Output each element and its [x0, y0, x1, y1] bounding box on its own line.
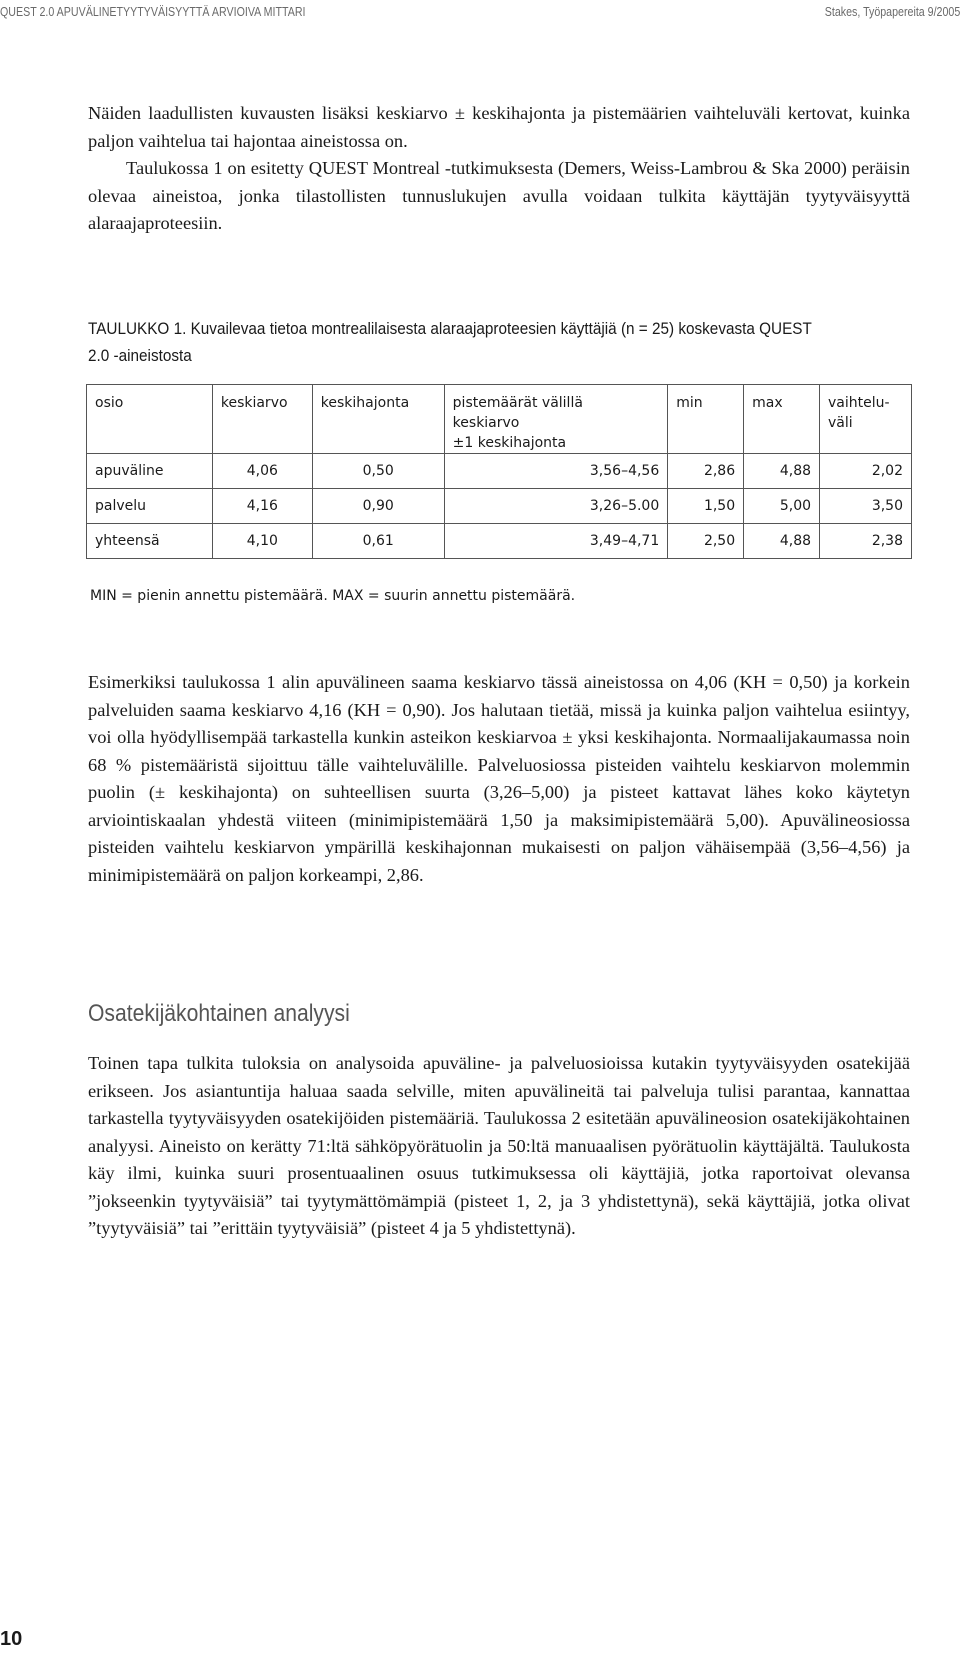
example-paragraph: Esimerkiksi taulukossa 1 alin apuvälineen saama keskiarvo tässä aineistossa on 4,06 (KH = 0,50) ja korkein palveluiden saama keskiarvo 4,16 (KH = 0,90). Jos halutaan tietää, missä ja kuinka paljon vaihtelua esiintyy, voi olla hyödyllisempää tarkastella kunkin asteikon keskiarvoa ± yksi keskihajonta. Normaalijakaumassa noin 68 % pistemääristä sijoittuu tälle vaihteluvälille. Palveluosiossa pisteiden vaihtelu keskiarvon molemmin puolin (± keskihajonta) on suhteellisen suurta (3,26–5,00) ja pisteet kattavat lähes koko käytetyn arviointiskaalan yhdestä viiteen (minimipistemäärä 1,50 ja maksimipistemäärä 5,00). Apuvälineosiossa pisteiden vaihtelu keskiarvon ympärillä keskihajonnan mukaisesti on paljon vähäisempää (3,56–4,56) ja minimipistemäärä on paljon korkeampi, 2,86.	[88, 672, 910, 885]
cell-osio: palvelu	[87, 489, 213, 524]
cell-vaihteluvali: 2,02	[820, 454, 912, 489]
analysis-paragraph: Toinen tapa tulkita tuloksia on analysoida apuväline- ja palveluosioissa kutakin tyytyväisyyden osatekijää erikseen. Jos asiantuntija haluaa saada selville, miten apuvälineitä tai palveluja tulisi parantaa, kannattaa tarkastella tyytyväisyyden osatekijöiden pistemääriä. Taulukossa 2 esitetään apuvälineosion osatekijäkohtainen analyysi. Aineisto on kerätty 71:ltä sähköpyörätuolin ja 50:ltä manuaalisen pyörätuolin käyttäjältä. Taulukosta käy ilmi, kuinka suuri prosentuaalinen osuus tutkimuksessa oli käyttäjiä, jotka raportoivat olevansa ”jokseenkin tyytyväisiä” tai tyytymättömämpiä (pisteet 1, 2, ja 3 yhdistettynä), sekä käyttäjiä, jotka olivat ”tyytyväisiä” tai ”erittäin tyytyväisiä” (pisteet 4 ja 5 yhdistettynä).	[88, 1053, 910, 1238]
header-max: max	[744, 385, 820, 454]
intro-paragraph	[88, 100, 910, 238]
cell-keskihajonta: 0,90	[312, 489, 444, 524]
header-keskiarvo: keskiarvo	[212, 385, 312, 454]
cell-min: 2,50	[668, 524, 744, 559]
header-keskihajonta: keskihajonta	[312, 385, 444, 454]
header-range-line-3: ±1 keskihajonta	[452, 435, 567, 451]
intro-paragraph-line-a: Näiden laadullisten kuvausten lisäksi keskiarvo ± keskihajonta ja pistemäärien vaihteluväli kertovat, kuinka paljon vaihtelua tai hajontaa aineistossa on.	[88, 103, 910, 151]
cell-max: 5,00	[744, 489, 820, 524]
running-header-title: QUEST 2.0 APUVÄLINETYYTYVÄISYYTTÄ ARVIOIVA MITTARI	[0, 4, 306, 19]
header-osio: osio	[87, 385, 213, 454]
header-vaihteluvali-line-2: väli	[828, 415, 853, 431]
cell-range: 3,26–5.00	[444, 489, 668, 524]
cell-range: 3,49–4,71	[444, 524, 668, 559]
statistics-table	[86, 384, 912, 559]
cell-keskiarvo: 4,10	[212, 524, 312, 559]
cell-keskihajonta: 0,61	[312, 524, 444, 559]
header-min: min	[668, 385, 744, 454]
table-header-row	[87, 385, 912, 454]
cell-keskihajonta: 0,50	[312, 454, 444, 489]
header-vaihteluvali-line-1: vaihtelu-	[828, 395, 890, 411]
cell-min: 1,50	[668, 489, 744, 524]
cell-keskiarvo: 4,06	[212, 454, 312, 489]
table-row	[87, 489, 912, 524]
cell-max: 4,88	[744, 524, 820, 559]
cell-vaihteluvali: 3,50	[820, 489, 912, 524]
cell-osio: yhteensä	[87, 524, 213, 559]
cell-osio: apuväline	[87, 454, 213, 489]
header-range-line-2: keskiarvo	[452, 415, 520, 431]
section-heading: Osatekijäkohtainen analyysi	[88, 1000, 350, 1027]
cell-min: 2,86	[668, 454, 744, 489]
table-footnote: MIN = pienin annettu pistemäärä. MAX = suurin annettu pistemäärä.	[90, 588, 576, 604]
cell-vaihteluvali: 2,38	[820, 524, 912, 559]
cell-keskiarvo: 4,16	[212, 489, 312, 524]
cell-max: 4,88	[744, 454, 820, 489]
cell-range: 3,56–4,56	[444, 454, 668, 489]
intro-paragraph-line-b: Taulukossa 1 on esitetty QUEST Montreal -tutkimuksesta (Demers, Weiss-Lambrou & Ska 2000) peräisin olevaa aineistoa, jonka tilastollisten tunnuslukujen avulla voidaan tulkita käyttäjän tyytyväisyyttä alaraajaproteesiin.	[88, 158, 910, 233]
header-vaihteluvali	[820, 385, 912, 454]
header-range	[444, 385, 668, 454]
table-row	[87, 454, 912, 489]
table-caption: TAULUKKO 1. Kuvailevaa tietoa montrealilaisesta alaraajaproteesien käyttäjiä (n = 25) koskevasta QUEST 2.0 -aineistosta	[88, 319, 812, 365]
page-number: 10	[0, 1628, 23, 1650]
running-header-series: Stakes, Työpapereita 9/2005	[824, 4, 960, 19]
header-range-line-1: pistemäärät välillä	[452, 395, 583, 411]
table-row	[87, 524, 912, 559]
